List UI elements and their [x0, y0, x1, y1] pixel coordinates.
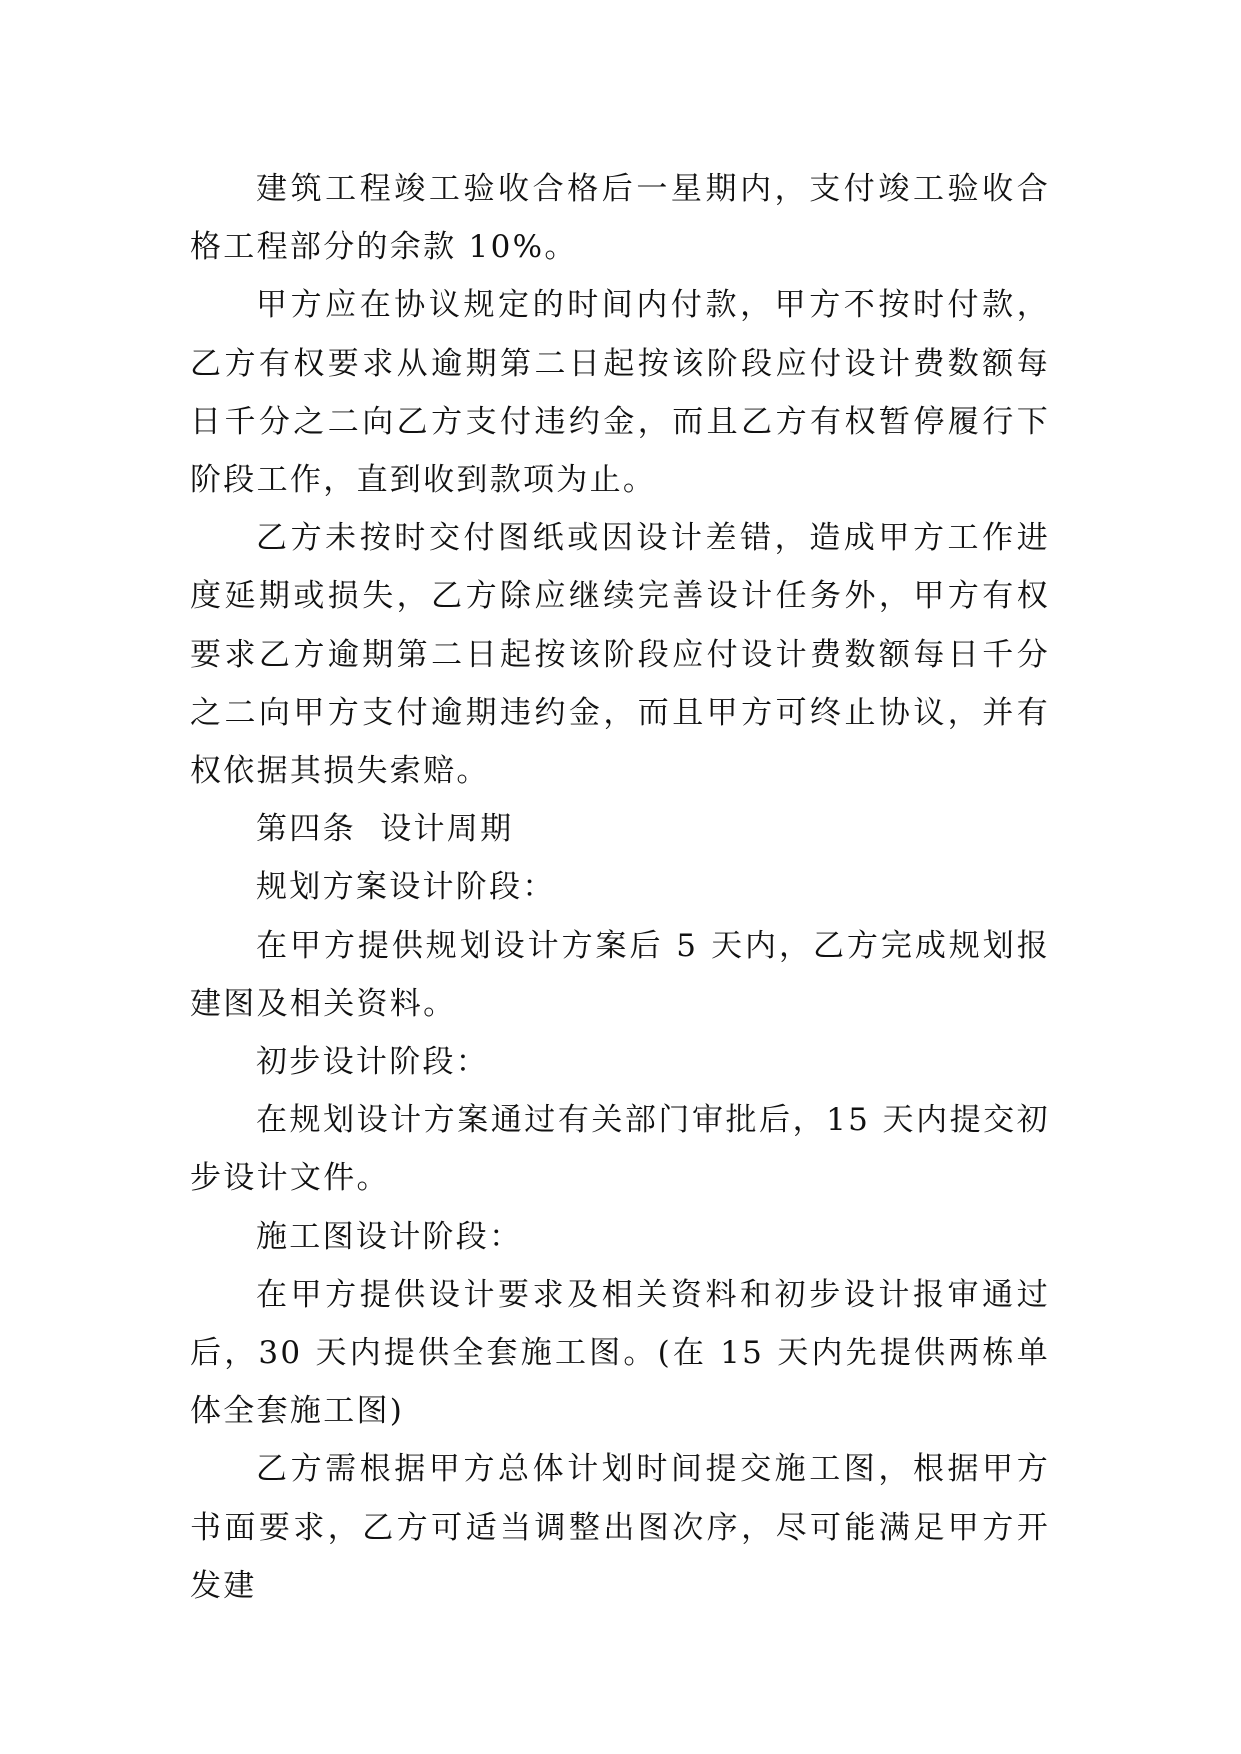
paragraph-construction-drawing-stage: 在甲方提供设计要求及相关资料和初步设计报审通过后，30 天内提供全套施工图。(在 15 天内先提供两栋单体全套施工图): [190, 1276, 1050, 1430]
document-body: [190, 160, 1050, 1615]
preliminary-stage-heading: 初步设计阶段：: [256, 1044, 490, 1081]
paragraph-submission-schedule: 乙方需根据甲方总体计划时间提交施工图，根据甲方书面要求，乙方可适当调整出图次序，尽可能满足甲方开发建: [190, 1451, 1050, 1604]
planning-stage-heading: 规划方案设计阶段：: [256, 869, 556, 906]
paragraph-preliminary-stage: 在规划设计方案通过有关部门审批后，15 天内提交初步设计文件。: [190, 1102, 1050, 1197]
construction-drawing-stage-heading: 施工图设计阶段：: [256, 1218, 523, 1255]
paragraph-party-a-late-payment: 甲方应在协议规定的时间内付款，甲方不按时付款，乙方有权要求从逾期第二日起按该阶段应付设计费数额每日千分之二向乙方支付违约金，而且乙方有权暂停履行下阶段工作，直到收到款项为止。: [190, 287, 1050, 499]
article-4-heading: 第四条 设计周期: [256, 811, 514, 848]
paragraph-party-b-delay: 乙方未按时交付图纸或因设计差错，造成甲方工作进度延期或损失，乙方除应继续完善设计任务外，甲方有权要求乙方逾期第二日起按该阶段应付设计费数额每日千分之二向甲方支付逾期违约金，而且甲方可终止协议，并有权依据其损失索赔。: [190, 520, 1050, 790]
paragraph-planning-stage: 在甲方提供规划设计方案后 5 天内，乙方完成规划报建图及相关资料。: [190, 927, 1050, 1022]
paragraph-final-payment: 建筑工程竣工验收合格后一星期内，支付竣工验收合格工程部分的余款 10%。: [190, 171, 1050, 266]
